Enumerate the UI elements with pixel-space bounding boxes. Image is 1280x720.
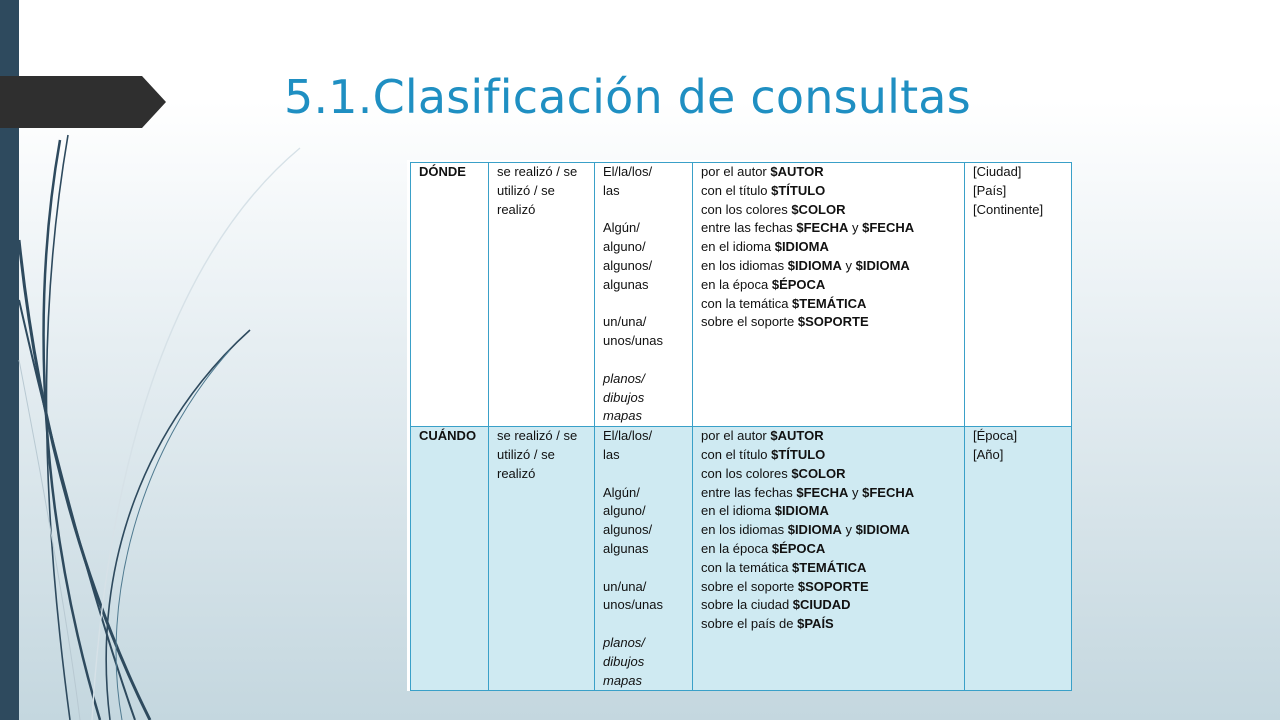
article-line: algunas (603, 276, 649, 292)
article-line: alguno/ (603, 503, 646, 519)
criteria-text: en el idioma (701, 239, 775, 255)
line-gap (603, 465, 684, 484)
criteria-text: en los idiomas (701, 257, 788, 273)
line-gap (603, 615, 684, 634)
criteria-text: por el autor (701, 164, 771, 179)
criteria-text: sobre el país de (701, 616, 798, 632)
criteria-variable: $IDIOMA (774, 503, 829, 519)
criteria-variable: $IDIOMA (787, 257, 842, 273)
criteria-text: entre las fechas (701, 484, 797, 500)
article-line: Algún/ (603, 220, 640, 236)
verb-cell (489, 163, 595, 427)
article-line: algunos/ (603, 522, 653, 538)
criteria-line (701, 257, 956, 276)
verb-line: utilizó / se (497, 446, 555, 462)
criteria-variable: $COLOR (791, 201, 846, 217)
criteria-text: con la temática (701, 559, 793, 575)
criteria-variable: $IDIOMA (787, 522, 842, 538)
criteria-variable: $AUTOR (770, 164, 824, 179)
article-line: El/la/los/ (603, 428, 653, 444)
title-tab-shape (0, 76, 166, 128)
line-gap (603, 295, 684, 314)
article-line: algunos/ (603, 257, 653, 273)
criteria-line (701, 427, 956, 446)
values-cell (965, 427, 1072, 691)
criteria-line (701, 596, 956, 615)
article-line: un/una/ (603, 578, 647, 594)
verb-cell (489, 427, 595, 691)
criteria-line (701, 484, 956, 503)
criteria-variable: $FECHA (796, 484, 849, 500)
criteria-variable: $IDIOMA (774, 239, 829, 255)
verb-line: realizó (497, 201, 536, 217)
criteria-text: en la época (701, 276, 772, 292)
criteria-text: con los colores (701, 465, 792, 481)
article-line: las (603, 182, 620, 198)
criteria-text: con el título (701, 182, 772, 198)
value-line: [Época] (973, 428, 1018, 444)
criteria-cell (693, 427, 965, 691)
criteria-text: con el título (701, 446, 772, 462)
verb-line: se realizó / se (497, 164, 578, 179)
verb-line: se realizó / se (497, 428, 578, 444)
criteria-connector: y (848, 484, 863, 500)
article-line: las (603, 446, 620, 462)
criteria-connector: y (841, 522, 856, 538)
slide-title: 5.1.Clasificación de consultas (284, 70, 971, 124)
table-row (411, 427, 1072, 691)
article-line: Algún/ (603, 484, 640, 500)
criteria-text: en los idiomas (701, 522, 788, 538)
criteria-variable: $ÉPOCA (771, 540, 826, 556)
criteria-variable: $TEMÁTICA (792, 295, 867, 311)
criteria-text: en el idioma (701, 503, 775, 519)
object-line: dibujos (603, 389, 645, 405)
criteria-line (701, 521, 956, 540)
articles-cell (595, 163, 693, 427)
criteria-variable: $TEMÁTICA (792, 559, 867, 575)
criteria-line (701, 276, 956, 295)
criteria-line (701, 465, 956, 484)
object-line: mapas (603, 408, 643, 424)
criteria-variable: $IDIOMA (855, 257, 910, 273)
criteria-cell (693, 163, 965, 427)
criteria-line (701, 201, 956, 220)
criteria-line (701, 446, 956, 465)
value-line: [Continente] (973, 201, 1044, 217)
value-line: [Ciudad] (973, 164, 1022, 179)
verb-line: realizó (497, 465, 536, 481)
value-line: [País] (973, 182, 1007, 198)
article-line: unos/unas (603, 333, 663, 349)
article-line: algunas (603, 540, 649, 556)
criteria-line (701, 295, 956, 314)
criteria-variable: $IDIOMA (855, 522, 910, 538)
criteria-line (701, 182, 956, 201)
criteria-connector: y (848, 220, 863, 236)
object-line: planos/ (603, 370, 645, 386)
criteria-variable: $SOPORTE (797, 314, 869, 330)
articles-cell (595, 427, 693, 691)
object-line: mapas (603, 672, 643, 688)
criteria-text: por el autor (701, 428, 771, 444)
query-type-cell: DÓNDE (411, 163, 489, 427)
criteria-variable: $TÍTULO (771, 446, 826, 462)
criteria-variable: $COLOR (791, 465, 846, 481)
article-line: unos/unas (603, 597, 663, 613)
article-line: alguno/ (603, 239, 646, 255)
line-gap (603, 559, 684, 578)
criteria-text: con la temática (701, 295, 793, 311)
line-gap (603, 201, 684, 220)
criteria-line (701, 540, 956, 559)
criteria-text: sobre el soporte (701, 578, 798, 594)
criteria-variable: $AUTOR (770, 428, 824, 444)
criteria-variable: $TÍTULO (771, 182, 826, 198)
object-line: dibujos (603, 653, 645, 669)
criteria-line (701, 559, 956, 578)
object-line: planos/ (603, 634, 645, 650)
query-type-cell: CUÁNDO (411, 427, 489, 691)
criteria-variable: $SOPORTE (797, 578, 869, 594)
criteria-line (701, 502, 956, 521)
criteria-line (701, 163, 956, 182)
criteria-variable: $ÉPOCA (771, 276, 826, 292)
criteria-text: sobre la ciudad (701, 597, 793, 613)
criteria-variable: $PAÍS (797, 616, 834, 632)
value-line: [Año] (973, 446, 1004, 462)
criteria-variable: $CIUDAD (792, 597, 851, 613)
criteria-text: sobre el soporte (701, 314, 798, 330)
query-classification-table (410, 162, 1072, 691)
criteria-line (701, 578, 956, 597)
criteria-text: entre las fechas (701, 220, 797, 236)
values-cell (965, 163, 1072, 427)
line-gap (603, 351, 684, 370)
criteria-line (701, 313, 956, 332)
criteria-text: en la época (701, 540, 772, 556)
article-line: un/una/ (603, 314, 647, 330)
criteria-variable: $FECHA (796, 220, 849, 236)
verb-line: utilizó / se (497, 182, 555, 198)
criteria-line (701, 219, 956, 238)
article-line: El/la/los/ (603, 164, 653, 179)
criteria-text: con los colores (701, 201, 792, 217)
criteria-connector: y (841, 257, 856, 273)
criteria-line (701, 615, 956, 634)
criteria-line (701, 238, 956, 257)
table-row (411, 163, 1072, 427)
criteria-variable: $FECHA (862, 220, 915, 236)
criteria-variable: $FECHA (862, 484, 915, 500)
